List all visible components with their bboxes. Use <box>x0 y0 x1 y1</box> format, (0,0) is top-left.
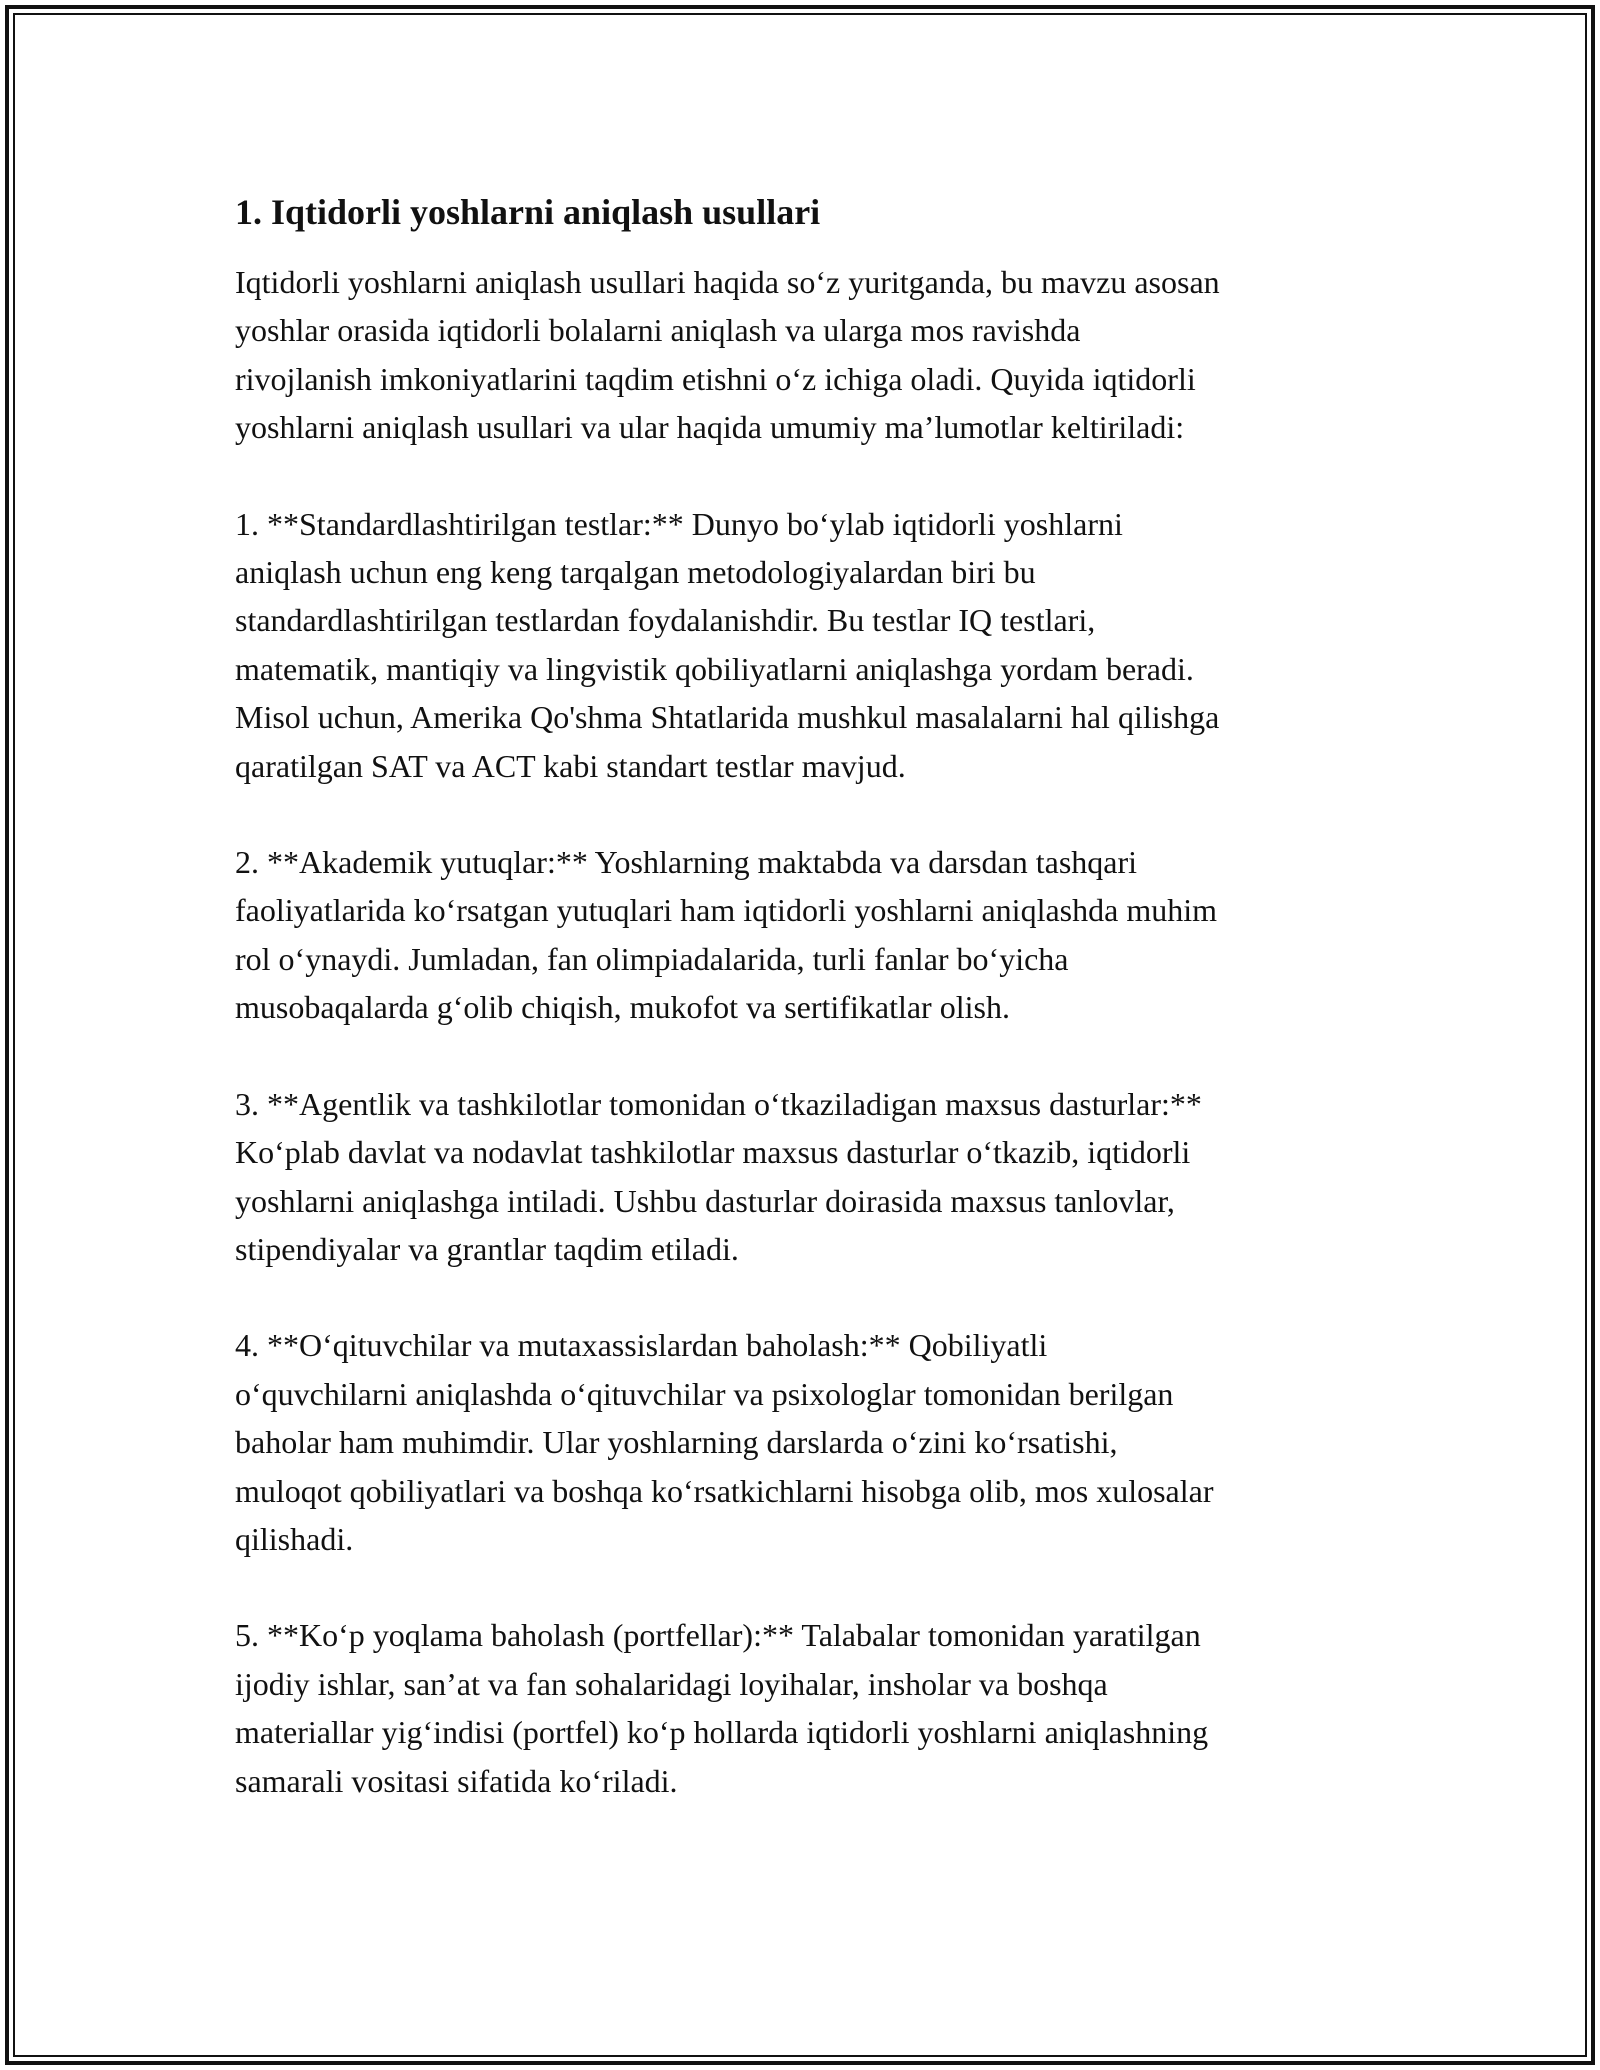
paragraph-academic-achievements: 2. **Akademik yutuqlar:** Yoshlarning maktabda va darsdan tashqari faoliyatlarida ko‘rsatgan yutuqlari ham iqtidorli yoshlarni aniqlashda muhim rol o‘ynaydi. Jumladan, fan olimpiadalarida, turli fanlar bo‘yicha musobaqalarda g‘olib chiqish, mukofot va sertifikatlar olish. <box>235 844 1217 1026</box>
document-title: 1. Iqtidorli yoshlarni aniqlash usullari <box>235 192 821 232</box>
intro-paragraph: Iqtidorli yoshlarni aniqlash usullari haqida so‘z yuritganda, bu mavzu asosan yoshlar orasida iqtidorli bolalarni aniqlash va ularga mos ravishda rivojlanish imkoniyatlarini taqdim etishni o‘z ichiga oladi. Quyida iqtidorli yoshlarni aniqlash usullari va ular haqida umumiy ma’lumotlar keltiriladi: <box>235 264 1220 446</box>
paragraph-teacher-assessment: 4. **O‘qituvchilar va mutaxassislardan baholash:** Qobiliyatli o‘quvchilarni aniqlashda o‘qituvchilar va psixologlar tomonidan berilgan baholar ham muhimdir. Ular yoshlarning darslarda o‘zini ko‘rsatishi, muloqot qobiliyatlari va boshqa ko‘rsatkichlarni hisobga olib, mos xulosalar qilishadi. <box>235 1327 1214 1557</box>
paragraph-special-programs: 3. **Agentlik va tashkilotlar tomonidan o‘tkaziladigan maxsus dasturlar:** Ko‘plab davlat va nodavlat tashkilotlar maxsus dasturlar o‘tkazib, iqtidorli yoshlarni aniqlashga intiladi. Ushbu dasturlar doirasida maxsus tanlovlar, stipendiyalar va grantlar taqdim etiladi. <box>235 1085 1202 1267</box>
paragraph-standardized-tests: 1. **Standardlashtirilgan testlar:** Dunyo bo‘ylab iqtidorli yoshlarni aniqlash uchun eng keng tarqalgan metodologiyalardan biri bu standardlashtirilgan testlardan foydalanishdir. Bu testlar IQ testlari, matematik, mantiqiy va lingvistik qobiliyatlarni aniqlashga yordam beradi. Misol uchun, Amerika Qo'shma Shtatlarida mushkul masalalarni hal qilishga qaratilgan SAT va ACT kabi standart testlar mavjud. <box>235 505 1220 784</box>
paragraph-portfolio-assessment: 5. **Ko‘p yoqlama baholash (portfellar):** Talabalar tomonidan yaratilgan ijodiy ishlar, san’at va fan sohalaridagi loyihalar, insholar va boshqa materiallar yig‘indisi (portfel) ko‘p hollarda iqtidorli yoshlarni aniqlashning samarali vositasi sifatida ko‘riladi. <box>235 1617 1209 1799</box>
document-body <box>235 188 1385 1853</box>
